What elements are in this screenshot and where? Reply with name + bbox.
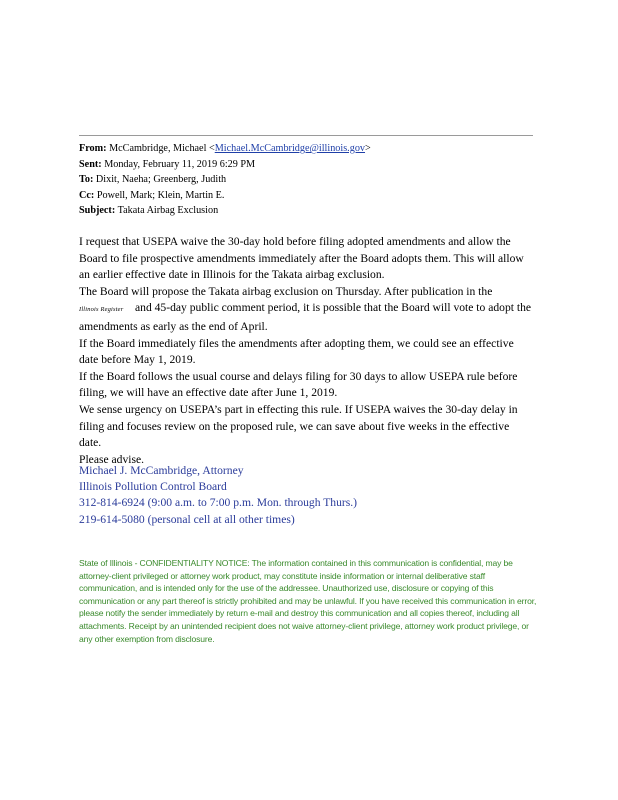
email-header: [79, 141, 539, 219]
body-paragraph-request: I request that USEPA waive the 30-day hold before filing adopted amendments and allow the Board to file prospective amendments immediately after the Board adopts them. This will allow an earlier effective date in Illinois for the Takata airbag exclusion.: [79, 235, 524, 282]
subject-row: [79, 203, 539, 219]
subject-label: Subject:: [79, 205, 116, 216]
illinois-register-ref: Illinois Register: [79, 306, 124, 314]
body-paragraph-proposal: [79, 284, 534, 336]
body-paragraph-urgency: We sense urgency on USEPA’s part in effecting this rule. If USEPA waives the 30-day delay in filing and focuses review on the proposed rule, we can save about five weeks in the effective date.: [79, 402, 518, 450]
cc-label: Cc:: [79, 189, 95, 201]
to-row: [79, 172, 539, 188]
signature-org: Illinois Pollution Control Board: [79, 480, 227, 494]
signature-name: Michael J. McCambridge, Attorney: [79, 464, 244, 477]
from-close: >: [365, 143, 371, 154]
cc-row: [79, 188, 539, 204]
from-name: McCambridge, Michael <: [109, 143, 215, 154]
sent-row: [79, 157, 539, 173]
body-paragraph-proposal-a: The Board will propose the Takata airbag exclusion on Thursday. After publication in the: [79, 284, 493, 298]
from-label: From:: [79, 143, 107, 154]
signature-phone-cell: 219-614-5080 (personal cell at all other times): [79, 512, 295, 526]
body-paragraph-proposal-b: and 45-day public comment period, it is possible that the Board will vote to adopt the amendments as early as the end of April.: [79, 301, 532, 333]
subject-value: Takata Airbag Exclusion: [117, 205, 219, 216]
from-row: [79, 141, 539, 157]
body-paragraph-usual: If the Board follows the usual course and delays filing for 30 days to allow USEPA rule before filing, we will have an effective date after June 1, 2019.: [79, 369, 518, 400]
from-email-link[interactable]: Michael.McCambridge@illinois.gov: [214, 143, 366, 154]
body-paragraph-immediate: If the Board immediately files the amendments after adopting them, we could see an effective date before May 1, 2019.: [79, 336, 514, 367]
confidentiality-notice: State of Illinois - CONFIDENTIALITY NOTICE: The information contained in this communication is confidential, may be attorney-client privileged or attorney work product, may constitute inside information or internal deliberative staff communication, and is intended only for the use of the addressee. Unauthorized use, disclosure or copying of this communication or any part thereof is strictly prohibited and may be unlawful. If you have received this communication in error, please notify the sender immediately by return e-mail and destroy this communication and all copies thereof, including all attachments. Receipt by an unintended recipient does not waive attorney-client privilege, attorney work product privilege, or any other exemption from disclosure.: [79, 558, 537, 644]
email-body: [79, 234, 534, 468]
header-divider: [79, 135, 533, 136]
signature-phone-office: 312-814-6924 (9:00 a.m. to 7:00 p.m. Mon. through Thurs.): [79, 496, 358, 510]
to-value: Dixit, Naeha; Greenberg, Judith: [95, 174, 227, 185]
signature-block: [79, 463, 534, 528]
sent-value: Monday, February 11, 2019 6:29 PM: [104, 158, 256, 170]
body-closing: Please advise.: [79, 452, 145, 466]
to-label: To:: [79, 174, 94, 185]
cc-value: Powell, Mark; Klein, Martin E.: [96, 189, 225, 201]
sent-label: Sent:: [79, 158, 102, 170]
